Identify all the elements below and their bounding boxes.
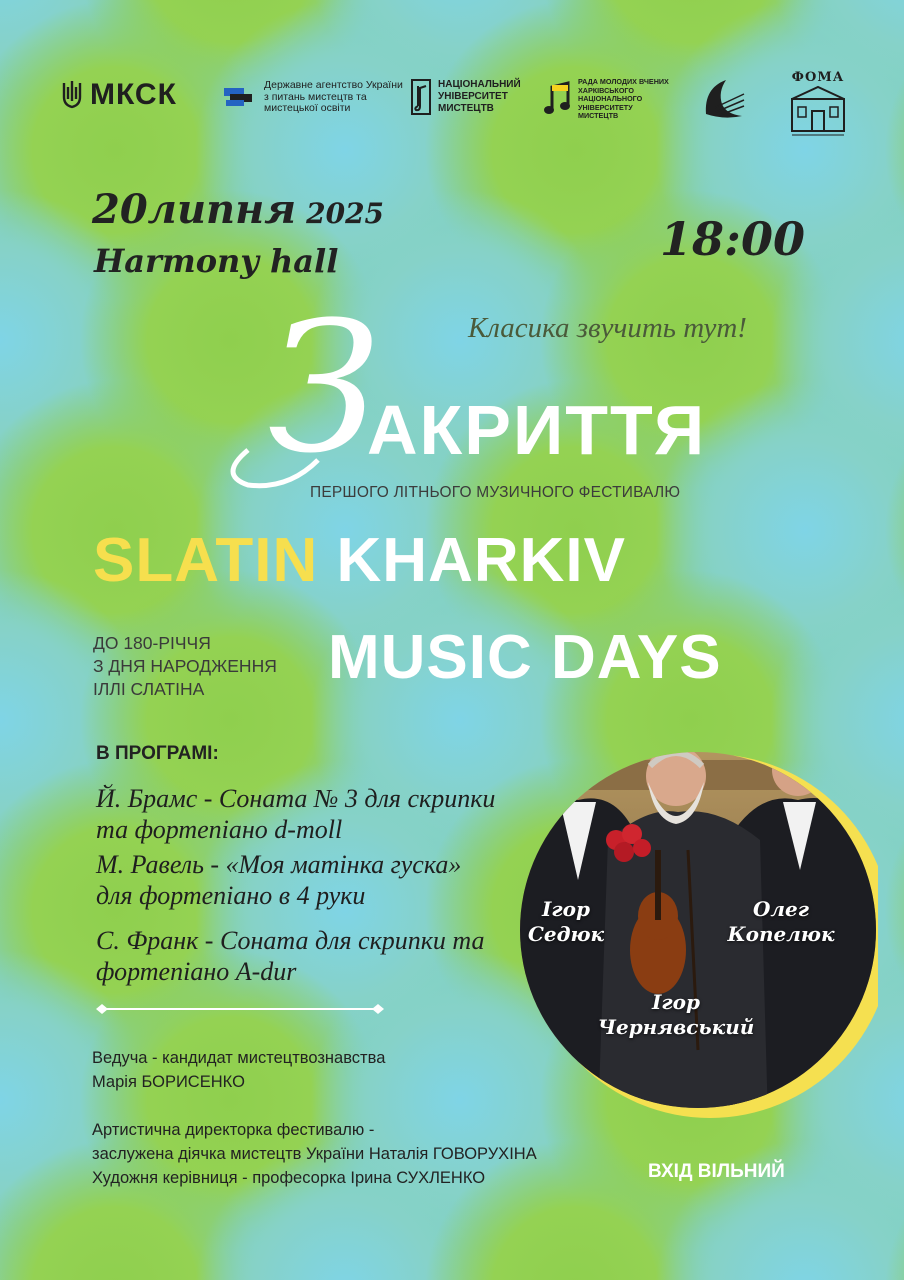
closing-title: АКРИТТЯ bbox=[367, 391, 707, 469]
building-emblem-icon bbox=[790, 85, 846, 137]
logo-rada-text: РАДА МОЛОДИХ ВЧЕНИХ ХАРКІВСЬКОГО НАЦІОНАЛЬНОГО УНІВЕРСИТЕТУ МИСТЕЦТВ bbox=[578, 77, 669, 120]
anniversary-line: З ДНЯ НАРОДЖЕННЯ bbox=[93, 656, 277, 676]
program-item: С. Франк - Соната для скрипки та фортепіано A-dur bbox=[96, 926, 485, 986]
performer-first-name: Ігор bbox=[652, 990, 700, 1014]
title-initial: З bbox=[268, 300, 381, 493]
event-time: 18:00 bbox=[660, 212, 806, 266]
director-line: заслужена діячка мистецтв України Наталія ГОВОРУХІНА bbox=[92, 1145, 537, 1163]
host-line: Ведуча - кандидат мистецтвознавства bbox=[92, 1049, 386, 1067]
logo-agency bbox=[222, 80, 404, 115]
university-emblem-icon bbox=[410, 78, 432, 116]
event-day-month: 20липня bbox=[92, 186, 297, 233]
logo-mksk bbox=[60, 78, 177, 112]
event-venue: Harmony hall bbox=[94, 242, 339, 280]
logo-harp bbox=[700, 74, 750, 122]
festival-name-line2: MUSIC DAYS bbox=[328, 623, 722, 692]
performer-name-right bbox=[726, 897, 836, 947]
program-item: М. Равель - «Моя матінка гуска» для фортепіано в 4 руки bbox=[96, 850, 462, 910]
anniversary-note bbox=[93, 632, 277, 701]
divider-line bbox=[95, 1002, 385, 1016]
festival-word-slatin: SLATIN bbox=[93, 526, 319, 595]
performer-name-left bbox=[516, 897, 616, 947]
performer-last-name: Чернявський bbox=[597, 1015, 755, 1039]
logo-foma-text: ФОМА bbox=[791, 70, 845, 85]
logo-mksk-text: МКСК bbox=[90, 78, 177, 111]
agency-emblem-icon bbox=[222, 84, 256, 110]
event-year: 2025 bbox=[306, 197, 385, 230]
music-note-icon bbox=[544, 79, 574, 119]
program-item: Й. Брамс - Соната № 3 для скрипки та фортепіано d-moll bbox=[96, 784, 496, 844]
festival-subtitle: ПЕРШОГО ЛІТНЬОГО МУЗИЧНОГО ФЕСТИВАЛЮ bbox=[310, 484, 681, 501]
logo-university-text: НАЦІОНАЛЬНИЙ УНІВЕРСИТЕТ МИСТЕЦТВ bbox=[438, 79, 521, 114]
anniversary-line: ДО 180-РІЧЧЯ bbox=[93, 633, 211, 653]
festival-word-kharkiv: KHARKIV bbox=[336, 526, 626, 595]
logo-agency-text: Державне агентство України з питань мистецтв та мистецької освіти bbox=[264, 79, 403, 114]
directors-credit bbox=[92, 1118, 537, 1190]
program-heading: В ПРОГРАМІ: bbox=[96, 743, 219, 764]
performer-first-name: Ігор bbox=[542, 897, 590, 921]
performer-first-name: Олег bbox=[752, 897, 810, 921]
host-credit bbox=[92, 1046, 385, 1094]
director-line: Артистична директорка фестивалю - bbox=[92, 1121, 375, 1139]
logo-foma bbox=[790, 70, 846, 137]
free-entry-label: ВХІД ВІЛЬНИЙ bbox=[648, 1161, 785, 1182]
host-line: Марія БОРИСЕНКО bbox=[92, 1073, 245, 1091]
performer-last-name: Седюк bbox=[527, 922, 605, 946]
festival-name-line1 bbox=[93, 525, 626, 596]
logo-rada bbox=[544, 78, 670, 121]
performer-last-name: Копелюк bbox=[727, 922, 835, 946]
event-date bbox=[92, 186, 384, 233]
logo-university bbox=[410, 78, 534, 116]
trident-icon bbox=[60, 79, 84, 111]
director-line: Художня керівниця - професорка Ірина СУХЛЕНКО bbox=[92, 1169, 486, 1187]
performer-name-center bbox=[596, 990, 756, 1040]
anniversary-line: ІЛЛІ СЛАТІНА bbox=[93, 679, 205, 699]
event-tagline: Класика звучить тут! bbox=[468, 312, 747, 344]
harp-emblem-icon bbox=[700, 74, 750, 122]
